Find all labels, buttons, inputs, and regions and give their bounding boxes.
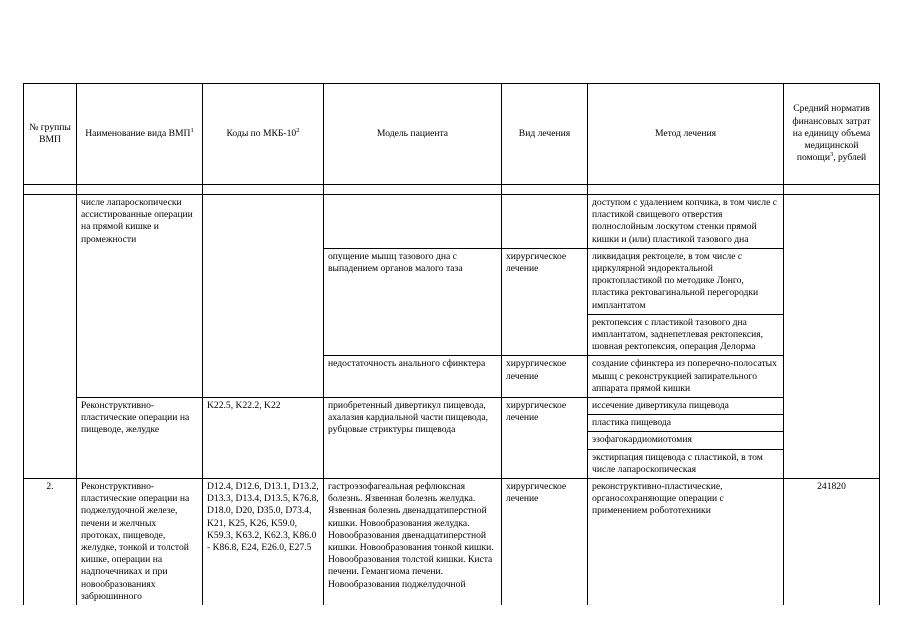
icd-codes-cell [203, 195, 324, 398]
header-treatment-type-text: Вид лечения [518, 127, 571, 139]
header-group-number [24, 84, 77, 185]
header-vmp-name-text: Наименование вида ВМП [85, 127, 191, 139]
treatment-method-text: ликвидация ректоцеле, в том числе с циркулярной эндоректальной проктопластикой по методике Лонго, пластика ректовагинальной перегородки имплантатом [592, 250, 759, 311]
header-icd-codes [203, 84, 324, 185]
header-treatment-type [502, 84, 588, 185]
header-treatment-method [588, 84, 784, 185]
treatment-method-cell [588, 248, 784, 314]
treatment-type-cell [502, 248, 588, 356]
icd-codes-text: D12.4, D12.6, D13.1, D13.2, D13.3, D13.4, D13.5, K76.8, D18.0, D20, D35.0, D73.4, K21, K25, K26, K59.0, K59.3, K63.2, K62.3, K86.0 - K86.8, E24, E26.0, E27.5 [207, 481, 319, 554]
table-header-row [24, 84, 880, 185]
patient-model-text: гастроэзофагеальная рефлюксная болезнь. Язвенная болезнь желудка. Язвенная болезнь двенадцатиперстной кишки. Новообразования желудка. Новообразования двенадцатиперстной кишки. Новообразования тонкой кишки. Новообразования толстой кишки. Киста печени. Гемангиома печени. Новообразования поджелудочной [328, 481, 494, 590]
treatment-type-text: хирургическое лечение [506, 250, 567, 275]
treatment-method-cell [588, 432, 784, 449]
treatment-method-text: эзофагокардиомиотомия [592, 434, 692, 446]
vmp-name-cell [77, 398, 203, 479]
treatment-type-cell [502, 195, 588, 249]
footnote-marker: 3 [829, 151, 834, 159]
table-row [24, 479, 880, 606]
treatment-type-cell [502, 479, 588, 606]
avg-cost-cell [784, 479, 880, 606]
treatment-method-cell [588, 479, 784, 606]
treatment-method-cell [588, 398, 784, 415]
treatment-type-text: хирургическое лечение [506, 400, 567, 424]
treatment-method-cell [588, 415, 784, 432]
empty-cell [77, 185, 203, 195]
group-number-cell [24, 195, 77, 479]
avg-cost-cell [784, 195, 880, 479]
patient-model-cell [324, 248, 502, 356]
patient-model-text: опущение мышц тазового дна с выпадением органов малого таза [328, 250, 463, 275]
footnote-marker: 1 [190, 126, 194, 134]
treatment-type-cell [502, 356, 588, 398]
avg-cost-value: 241820 [817, 481, 846, 493]
treatment-method-text: пластика пищевода [592, 417, 671, 429]
header-treatment-method-text: Метод лечения [654, 127, 717, 139]
vmp-name-text: числе лапароскопически ассистированные операции на прямой кишке и промежности [81, 197, 193, 245]
vmp-name-cell [77, 195, 203, 398]
group-number-text: 2. [46, 481, 54, 493]
treatment-method-cell [588, 314, 784, 356]
empty-cell [784, 185, 880, 195]
treatment-method-text: реконструктивно-пластические, органосохраняющие операции с применением робототехники [592, 481, 724, 517]
icd-codes-text: K22.5, K22.2, K22 [207, 400, 281, 412]
header-patient-model [324, 84, 502, 185]
patient-model-cell [324, 356, 502, 398]
treatment-method-cell [588, 356, 784, 398]
patient-model-cell [324, 398, 502, 479]
vmp-name-cell [77, 479, 203, 606]
header-avg-cost-text: Средний норматив финансовых затрат на единицу объема медицинской помощи [792, 103, 871, 164]
treatment-method-cell [588, 449, 784, 478]
empty-cell [24, 185, 77, 195]
patient-model-text: приобретенный дивертикул пищевода, ахалазия кардиальной части пищевода, рубцовые стриктуры пищевода [328, 400, 488, 436]
empty-cell [203, 185, 324, 195]
treatment-type-cell [502, 398, 588, 479]
header-vmp-name [77, 84, 203, 185]
empty-cell [324, 185, 502, 195]
empty-cell [588, 185, 784, 195]
patient-model-cell [324, 479, 502, 606]
spacer-row [24, 185, 880, 195]
table-row [24, 398, 880, 415]
header-avg-cost [784, 84, 880, 185]
treatment-method-text: экстирпация пищевода с пластикой, в том числе лапароскопическая [592, 451, 763, 475]
icd-codes-cell [203, 398, 324, 479]
treatment-method-text: ректопексия с пластикой тазового дна имплантатом, заднепетлевая ректопексия, шовная ректопексия, операция Делорма [592, 316, 764, 353]
header-icd-codes-text: Коды по МКБ-10 [226, 127, 297, 139]
vmp-name-text: Реконструктивно-пластические операции на пищеводе, желудке [81, 400, 190, 436]
header-avg-cost-suffix: , рублей [833, 152, 867, 164]
treatment-method-text: доступом с удалением копчика, в том числе с пластикой свищевого отверстия полнослойным лоскутом стенки прямой кишки и (или) пластикой тазового дна [592, 197, 778, 245]
treatment-method-text: иссечение дивертикула пищевода [592, 400, 729, 412]
patient-model-text: недостаточность анального сфинктера [328, 358, 486, 370]
empty-cell [502, 185, 588, 195]
patient-model-cell [324, 195, 502, 249]
treatment-method-cell [588, 195, 784, 249]
treatment-type-text: хирургическое лечение [506, 481, 567, 505]
vmp-name-text: Реконструктивно-пластические операции на поджелудочной железе, печени и желчных протоках, пищеводе, желудке, тонкой и толстой кишке, операции на надпочечниках и при новообразованиях забрюшинного [81, 481, 190, 602]
header-group-number-text: № группы ВМП [29, 121, 71, 145]
header-patient-model-text: Модель пациента [376, 127, 449, 139]
icd-codes-cell [203, 479, 324, 606]
treatment-method-text: создание сфинктера из поперечно-полосатых мышц с реконструкцией запирательного аппарата прямой кишки [592, 358, 777, 394]
table-row [24, 195, 880, 249]
vmp-table [23, 83, 880, 605]
group-number-cell [24, 479, 77, 606]
treatment-type-text: хирургическое лечение [506, 358, 567, 382]
footnote-marker: 2 [296, 126, 300, 134]
